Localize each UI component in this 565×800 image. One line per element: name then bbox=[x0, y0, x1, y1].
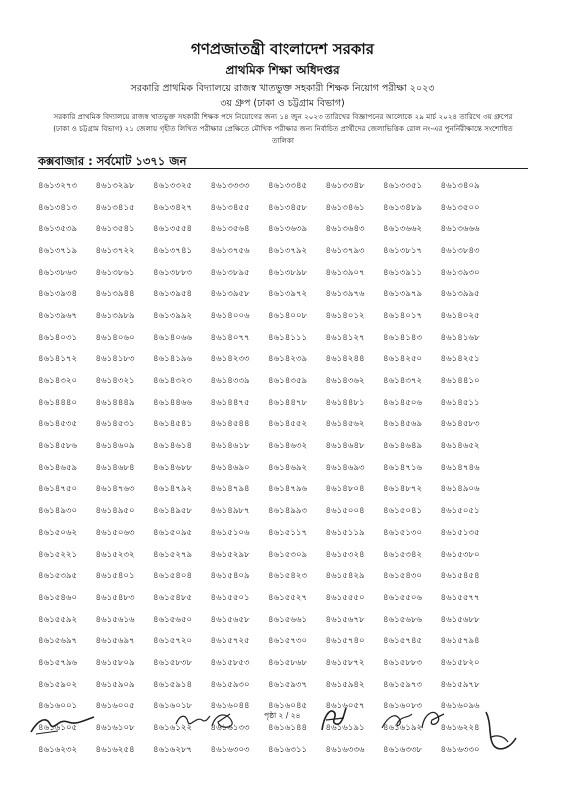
roll-row bbox=[38, 587, 528, 609]
roll-number: ৪৬১৫৮০৯ bbox=[95, 656, 135, 667]
roll-row bbox=[38, 370, 528, 392]
roll-number: ৪৬১৫৮৮৩ bbox=[383, 656, 423, 667]
roll-row bbox=[38, 327, 528, 349]
roll-number: ৪৬১৪৭৫০ bbox=[38, 483, 78, 494]
roll-number: ৪৬১৪৮০৪ bbox=[325, 483, 365, 494]
roll-number: ৪৬১৫৬১৬ bbox=[95, 613, 135, 624]
roll-number: ৪৬১৪৬৯২ bbox=[268, 461, 308, 472]
roll-number: ৪৬১৩৮৪৩ bbox=[440, 244, 480, 255]
roll-number: ৪৬১৩৩৫১ bbox=[383, 179, 423, 190]
roll-number: ৪৬১৪৫৬২ bbox=[325, 418, 365, 429]
roll-number: ৪৬১৫৫৫০ bbox=[325, 591, 365, 602]
roll-row bbox=[38, 500, 528, 522]
roll-number: ৪৬১৩৪০৯ bbox=[440, 179, 480, 190]
roll-number: ৪৬১৩৮৬১ bbox=[95, 266, 135, 277]
roll-number: ৪৬১৫০৫১ bbox=[440, 505, 480, 516]
roll-number: ৪৬১৪০০৮ bbox=[268, 309, 308, 320]
roll-number: ৪৬১৫৪০৪ bbox=[153, 570, 193, 581]
roll-number: ৪৬১৫২৯৮ bbox=[210, 548, 250, 559]
roll-number: ৪৬১৪৫৪১ bbox=[153, 418, 193, 429]
roll-number: ৪৬১৪৬১৮ bbox=[210, 440, 250, 451]
roll-number: ৪৬১৪৩২৩ bbox=[153, 375, 193, 386]
roll-number: ৪৬১৬১৩৩ bbox=[210, 722, 250, 733]
roll-number: ৪৬১৫৭৯৪ bbox=[440, 635, 480, 646]
roll-number: ৪৬১৪৯৫০ bbox=[95, 505, 135, 516]
roll-number: ৪৬১৪১৭২ bbox=[38, 353, 78, 364]
roll-number: ৪৬১৩৮১৭ bbox=[383, 244, 423, 255]
roll-number: ৪৬১৪৫৬৯ bbox=[383, 418, 423, 429]
roll-number: ৪৬১৬২২৪ bbox=[440, 722, 480, 733]
roll-row bbox=[38, 197, 528, 219]
roll-number: ৪৬১৪০০৬ bbox=[210, 309, 250, 320]
roll-number: ৪৬১৪১৪৩ bbox=[383, 331, 423, 342]
department-title: প্রাথমিক শিক্ষা অধিদপ্তর bbox=[225, 63, 340, 77]
heading-divider bbox=[38, 168, 528, 169]
roll-number: ৪৬১৫৬৫০ bbox=[153, 613, 193, 624]
roll-number: ৪৬১৩৮৮৩ bbox=[153, 266, 193, 277]
roll-row bbox=[38, 609, 528, 631]
roll-number: ৪৬১৬৩৩৬ bbox=[325, 743, 365, 754]
roll-number: ৪৬১৩৯৭৯ bbox=[383, 288, 423, 299]
roll-number: ৪৬১৫০৯৫ bbox=[153, 526, 193, 537]
roll-number: ৪৬১৪৪৭৮ bbox=[268, 396, 308, 407]
roll-number: ৪৬১৫৩৪২ bbox=[383, 548, 423, 559]
roll-number: ৪৬১৫০৬৩ bbox=[95, 526, 135, 537]
roll-number: ৪৬১৫৪২৯ bbox=[325, 570, 365, 581]
roll-number: ৪৬১৫১১৯ bbox=[325, 526, 365, 537]
roll-number: ৪৬১৬১০৮ bbox=[95, 722, 135, 733]
roll-number-grid bbox=[38, 175, 528, 761]
roll-number: ৪৬১৫৪৬০ bbox=[38, 591, 78, 602]
signature-6 bbox=[418, 706, 448, 734]
roll-number: ৪৬১৪৩৭২ bbox=[383, 375, 423, 386]
roll-number: ৪৬১৪৯৮৭ bbox=[210, 505, 250, 516]
roll-number: ৪৬১৪৫৮৩ bbox=[440, 418, 480, 429]
roll-number: ৪৬১৪০১৭ bbox=[383, 309, 423, 320]
roll-row bbox=[38, 457, 528, 479]
roll-number: ৪৬১৪৩৩৯ bbox=[210, 375, 250, 386]
roll-number: ৪৬১৫৬৯৭ bbox=[95, 635, 135, 646]
roll-row bbox=[38, 565, 528, 587]
roll-number: ৪৬১৪৬৮৪ bbox=[95, 461, 135, 472]
roll-number: ৪৬১৪৭১৬ bbox=[383, 461, 423, 472]
roll-row bbox=[38, 175, 528, 197]
roll-number: ৪৬১৬১৯১ bbox=[325, 722, 365, 733]
roll-number: ৪৬১৫৪৩০ bbox=[383, 570, 423, 581]
roll-number: ৪৬১৪৪৮১ bbox=[325, 396, 365, 407]
roll-number: ৪৬১৪৪৭৫ bbox=[210, 396, 250, 407]
district-heading: কক্সবাজার : সর্বমোট ১৩৭১ জন bbox=[38, 154, 187, 168]
roll-number: ৪৬১৪২৩৩ bbox=[210, 353, 250, 364]
roll-number: ৪৬১৩৯১১ bbox=[383, 266, 423, 277]
roll-number: ৪৬১৬৩১১ bbox=[268, 743, 308, 754]
roll-number: ৪৬১৬০৪৫ bbox=[268, 700, 308, 711]
roll-number: ৪৬১৫৫২৭ bbox=[268, 591, 308, 602]
roll-number: ৪৬১৬০০১ bbox=[38, 700, 78, 711]
roll-number: ৪৬১৩৪২৭ bbox=[153, 201, 193, 212]
roll-number: ৪৬১৬০৯৬ bbox=[440, 700, 480, 711]
roll-number: ৪৬১৪৮৭২ bbox=[383, 483, 423, 494]
roll-number: ৪৬১৩৩৩৩ bbox=[210, 179, 250, 190]
roll-number: ৪৬১৫৫৭৭ bbox=[440, 591, 480, 602]
roll-number: ৪৬১৩৪১৩ bbox=[38, 201, 78, 212]
roll-number: ৪৬১৫৭৪৫ bbox=[383, 635, 423, 646]
roll-number: ৪৬১৬২৩২ bbox=[38, 743, 78, 754]
roll-number: ৪৬১৩৯৭২ bbox=[268, 288, 308, 299]
roll-number: ৪৬১৫৯০২ bbox=[38, 678, 78, 689]
roll-number: ৪৬১৫৪৮৫ bbox=[153, 591, 193, 602]
roll-number: ৪৬১৬১৪৪ bbox=[268, 722, 308, 733]
roll-number: ৪৬১৫৮৫৩ bbox=[210, 656, 250, 667]
roll-number: ৪৬১৩৭৯২ bbox=[268, 244, 308, 255]
roll-number: ৪৬১৪৫১১ bbox=[440, 396, 480, 407]
roll-number: ৪৬১৪০২৫ bbox=[440, 309, 480, 320]
roll-row bbox=[38, 349, 528, 371]
roll-number: ৪৬১৫৮৩৮ bbox=[153, 656, 193, 667]
roll-number: ৪৬১৫৪৫৪ bbox=[440, 570, 480, 581]
roll-number: ৪৬১৪২৫০ bbox=[383, 353, 423, 364]
roll-number: ৪৬১৪৬৫২ bbox=[440, 440, 480, 451]
roll-number: ৪৬১৫৪২৩ bbox=[268, 570, 308, 581]
roll-number: ৪৬১৫০৬২ bbox=[38, 526, 78, 537]
roll-number: ৪৬১৩৪৮৯ bbox=[383, 201, 423, 212]
roll-number: ৪৬১৪৬৮৮ bbox=[153, 461, 193, 472]
roll-number: ৪৬১৪৪৪৯ bbox=[95, 396, 135, 407]
roll-row bbox=[38, 522, 528, 544]
roll-number: ৪৬১৪৬৪৮ bbox=[325, 440, 365, 451]
roll-number: ৪৬১৩৬৩৯ bbox=[268, 223, 308, 234]
roll-number: ৪৬১৩৩৪৮ bbox=[325, 179, 365, 190]
roll-number: ৪৬১৪৯৫৮ bbox=[153, 505, 193, 516]
roll-number: ৪৬১৩৬৪৩ bbox=[325, 223, 365, 234]
roll-number: ৪৬১৪৭৯৪ bbox=[210, 483, 250, 494]
signature-4 bbox=[316, 704, 350, 734]
roll-number: ৪৬১৫১৩০ bbox=[383, 526, 423, 537]
roll-number: ৪৬১৫৭৩০ bbox=[268, 635, 308, 646]
roll-number: ৪৬১৪০১২ bbox=[325, 309, 365, 320]
roll-number: ৪৬১৪৫৪৪ bbox=[210, 418, 250, 429]
roll-number: ৪৬১৫৬৮৮ bbox=[440, 613, 480, 624]
roll-number: ৪৬১৩৯৯৫ bbox=[440, 288, 480, 299]
roll-number: ৪৬১৫৩২৪ bbox=[325, 548, 365, 559]
roll-number: ৪৬১৬২৮৭ bbox=[153, 743, 193, 754]
roll-number: ৪৬১৬০৮৩ bbox=[383, 700, 423, 711]
roll-number: ৪৬১৪৫৩১ bbox=[95, 418, 135, 429]
roll-number: ৪৬১৪১৮৩ bbox=[95, 353, 135, 364]
signature-7 bbox=[478, 708, 524, 754]
roll-number: ৪৬১৪৭৪৬ bbox=[440, 461, 480, 472]
roll-number: ৪৬১৪৬৫৯ bbox=[38, 461, 78, 472]
roll-number: ৪৬১৪৩২১ bbox=[95, 375, 135, 386]
roll-number: ৪৬১৫৯৭৮ bbox=[440, 678, 480, 689]
roll-number: ৪৬১৫২৩২ bbox=[95, 548, 135, 559]
roll-number: ৪৬১৩৭২২ bbox=[95, 244, 135, 255]
roll-number: ৪৬১৪০৭৭ bbox=[210, 331, 250, 342]
roll-number: ৪৬১৫৩৮০ bbox=[440, 548, 480, 559]
roll-number: ৪৬১৩৫৩৯ bbox=[38, 223, 78, 234]
roll-number: ৪৬১৩৮৬৩ bbox=[38, 266, 78, 277]
roll-row bbox=[38, 262, 528, 284]
roll-number: ৪৬১৫৯৪২ bbox=[325, 678, 365, 689]
roll-number: ৪৬১৪৭৬৩ bbox=[95, 483, 135, 494]
roll-row bbox=[38, 414, 528, 436]
roll-number: ৪৬১৫৯০৯ bbox=[95, 678, 135, 689]
roll-number: ৪৬১৬০১৮ bbox=[153, 700, 193, 711]
roll-number: ৪৬১৬০৫৭ bbox=[325, 700, 365, 711]
roll-row bbox=[38, 305, 528, 327]
roll-number: ৪৬১৫৪০১ bbox=[95, 570, 135, 581]
roll-number: ৪৬১৪০৬৬ bbox=[153, 331, 193, 342]
roll-number: ৪৬১৩৯৩০ bbox=[440, 266, 480, 277]
roll-number: ৪৬১৩৮৯৫ bbox=[210, 266, 250, 277]
roll-number: ৪৬১৬২৫৪ bbox=[95, 743, 135, 754]
roll-number: ৪৬১৩৯৯২ bbox=[153, 309, 193, 320]
roll-number: ৪৬১৫৩০৯ bbox=[268, 548, 308, 559]
roll-number: ৪৬১৫৪০৯ bbox=[210, 570, 250, 581]
roll-row bbox=[38, 652, 528, 674]
roll-row bbox=[38, 283, 528, 305]
roll-row bbox=[38, 479, 528, 501]
roll-number: ৪৬১৪৬১৪ bbox=[153, 440, 193, 451]
roll-number: ৪৬১৪৩৬২ bbox=[325, 375, 365, 386]
roll-number: ৪৬১৬১২২ bbox=[153, 722, 193, 733]
roll-number: ৪৬১৫৯১৪ bbox=[153, 678, 193, 689]
roll-number: ৪৬১৩৮৯৮ bbox=[268, 266, 308, 277]
roll-number: ৪৬১৬১০৫ bbox=[38, 722, 78, 733]
roll-number: ৪৬১৪৬৯৩ bbox=[325, 461, 365, 472]
roll-number: ৪৬১৬৩০৩ bbox=[210, 743, 250, 754]
roll-number: ৪৬১৪১১১ bbox=[268, 331, 308, 342]
roll-number: ৪৬১৩৩২৫ bbox=[153, 179, 193, 190]
roll-row bbox=[38, 435, 528, 457]
roll-row bbox=[38, 630, 528, 652]
roll-number: ৪৬১৩৭৯৩ bbox=[325, 244, 365, 255]
signature-5 bbox=[378, 710, 414, 734]
roll-number: ৪৬১৪৯৩০ bbox=[38, 505, 78, 516]
roll-number: ৪৬১৫০৪১ bbox=[383, 505, 423, 516]
roll-number: ৪৬১৪০৬০ bbox=[95, 331, 135, 342]
roll-number: ৪৬১৪৩৫৯ bbox=[268, 375, 308, 386]
government-title: গণপ্রজাতন্ত্রী বাংলাদেশ সরকার bbox=[191, 40, 374, 58]
roll-row bbox=[38, 392, 528, 414]
roll-number: ৪৬১৬৩৩০ bbox=[440, 743, 480, 754]
roll-number: ৪৬১৩৯০৭ bbox=[325, 266, 365, 277]
roll-number: ৪৬১৪৯০৬ bbox=[440, 483, 480, 494]
roll-number: ৪৬১৩৪৫৫ bbox=[210, 201, 250, 212]
roll-number: ৪৬১৫৮৭২ bbox=[325, 656, 365, 667]
roll-number: ৪৬১৫২২১ bbox=[38, 548, 78, 559]
roll-number: ৪৬১৪১৬৮ bbox=[440, 331, 480, 342]
roll-number: ৪৬১৫৭৪০ bbox=[325, 635, 365, 646]
roll-number: ৪৬১৪৭৯২ bbox=[153, 483, 193, 494]
roll-number: ৪৬১৩৯৫৪ bbox=[153, 288, 193, 299]
roll-number: ৪৬১৫১০৬ bbox=[210, 526, 250, 537]
roll-number: ৪৬১৪৬৯০ bbox=[210, 461, 250, 472]
roll-number: ৪৬১৫৬৮৬ bbox=[383, 613, 423, 624]
roll-number: ৪৬১৩৫৬৪ bbox=[210, 223, 250, 234]
roll-number: ৪৬১৩৯৩৪ bbox=[38, 288, 78, 299]
page-number: পৃষ্ঠা ২ / ২৪ bbox=[264, 711, 301, 720]
roll-number: ৪৬১৩৫৪১ bbox=[95, 223, 135, 234]
signature-1 bbox=[28, 712, 98, 738]
roll-number: ৪৬১৬০৪৪ bbox=[210, 700, 250, 711]
roll-number: ৪৬১৩৪৫৮ bbox=[268, 201, 308, 212]
roll-number: ৪৬১৩৩৪৫ bbox=[268, 179, 308, 190]
roll-number: ৪৬১৫৫০১ bbox=[210, 591, 250, 602]
roll-number: ৪৬১৪১২৭ bbox=[325, 331, 365, 342]
roll-number: ৪৬১৫৫৯২ bbox=[38, 613, 78, 624]
roll-number: ৪৬১৪২৫১ bbox=[440, 353, 480, 364]
roll-number: ৪৬১৫৯৩৭ bbox=[268, 678, 308, 689]
roll-number: ৪৬১৪৭৯৬ bbox=[268, 483, 308, 494]
roll-number: ৪৬১৫৬৭৮ bbox=[325, 613, 365, 624]
roll-number: ৪৬১৩৫০০ bbox=[440, 201, 480, 212]
roll-number: ৪৬১৩৯৪৪ bbox=[95, 288, 135, 299]
roll-number: ৪৬১৪৬৪৯ bbox=[383, 440, 423, 451]
roll-number: ৪৬১৪৬৩২ bbox=[268, 440, 308, 451]
roll-number: ৪৬১৩৯৬৭ bbox=[38, 309, 78, 320]
roll-number: ৪৬১৪৪১০ bbox=[440, 375, 480, 386]
roll-row bbox=[38, 218, 528, 240]
roll-number: ৪৬১৫৫০৬ bbox=[383, 591, 423, 602]
roll-number: ৪৬১৩৪১৫ bbox=[95, 201, 135, 212]
roll-number: ৪৬১৫৭২৫ bbox=[210, 635, 250, 646]
roll-number: ৪৬১৩৭১৯ bbox=[38, 244, 78, 255]
roll-number: ৪৬১৪৫৫২ bbox=[268, 418, 308, 429]
roll-number: ৪৬১৩৭৫৬ bbox=[210, 244, 250, 255]
roll-number: ৪৬১৩৯৭৬ bbox=[325, 288, 365, 299]
roll-number: ৪৬১৩৬৬২ bbox=[383, 223, 423, 234]
roll-number: ৪৬১৪৪৪০ bbox=[38, 396, 78, 407]
roll-number: ৪৬১৫৩৯৫ bbox=[38, 570, 78, 581]
roll-number: ৪৬১৫৯৩০ bbox=[210, 678, 250, 689]
group-subtitle: ৩য় গ্রুপ (ঢাকা ও চট্টগ্রাম বিভাগ) bbox=[220, 98, 345, 109]
roll-row bbox=[38, 240, 528, 262]
signature-3 bbox=[208, 708, 238, 734]
roll-number: ৪৬১৩৪৬১ bbox=[325, 201, 365, 212]
notice-paragraph: সরকারি প্রাথমিক বিদ্যালয়ে রাজস্ব খাতভুক্ত সহকারী শিক্ষক পদে নিয়োগের জন্য ১৪ জুন ২০২৩ তারিখের বিজ্ঞাপনের আলোকে ২৯ মার্চ ২০২৪ তারিখে ৩য় গ্রুপের (ঢাকা ও চট্টগ্রাম বিভাগ) ২১ জেলায় গৃহীত লিখিত পরীক্ষার প্রেক্ষিতে মৌখিক পরীক্ষার জন্য নির্বাচিত প্রার্থীদের জেলাভিত্তিক রোল নং-এর পুনর্নিরীক্ষান্তে সংশোধিত তালিকা bbox=[53, 112, 513, 145]
roll-number: ৪৬১৪৩২০ bbox=[38, 375, 78, 386]
roll-number: ৪৬১৪৫৩৫ bbox=[38, 418, 78, 429]
roll-number: ৪৬১৫২৭৯ bbox=[153, 548, 193, 559]
roll-number: ৪৬১৪৬০৯ bbox=[95, 440, 135, 451]
roll-number: ৪৬১৫৭২০ bbox=[153, 635, 193, 646]
roll-number: ৪৬১৬৩৩৮ bbox=[383, 743, 423, 754]
roll-number: ৪৬১৪৯৯৩ bbox=[268, 505, 308, 516]
roll-number: ৪৬১৫৮৬৮ bbox=[268, 656, 308, 667]
roll-number: ৪৬১৩৯৮৯ bbox=[95, 309, 135, 320]
roll-number: ৪৬১৫৬৫৮ bbox=[210, 613, 250, 624]
roll-number: ৪৬১৪২৪৪ bbox=[325, 353, 365, 364]
roll-number: ৪৬১৩৭৪১ bbox=[153, 244, 193, 255]
roll-row bbox=[38, 674, 528, 696]
roll-number: ৪৬১৩৬৬৬ bbox=[440, 223, 480, 234]
roll-number: ৪৬১৪৪৬৬ bbox=[153, 396, 193, 407]
roll-number: ৪৬১৩৫৫৪ bbox=[153, 223, 193, 234]
roll-number: ৪৬১৩২৭৩ bbox=[38, 179, 78, 190]
signature-2 bbox=[172, 710, 212, 732]
roll-number: ৪৬১৫৯৭৩ bbox=[383, 678, 423, 689]
roll-number: ৪৬১৪৫৮৬ bbox=[38, 440, 78, 451]
roll-number: ৪৬১৫০০৪ bbox=[325, 505, 365, 516]
roll-number: ৪৬১৩২৯৮ bbox=[95, 179, 135, 190]
roll-number: ৪৬১৩৯৫৮ bbox=[210, 288, 250, 299]
roll-number: ৪৬১৫১১৭ bbox=[268, 526, 308, 537]
roll-number: ৪৬১৫৪৮৩ bbox=[95, 591, 135, 602]
roll-number: ৪৬১৫১৩৫ bbox=[440, 526, 480, 537]
roll-number: ৪৬১৬০০৫ bbox=[95, 700, 135, 711]
roll-number: ৪৬১৪৫০৬ bbox=[383, 396, 423, 407]
exam-title: সরকারি প্রাথমিক বিদ্যালয়ে রাজস্ব খাতভুক্ত সহকারী শিক্ষক নিয়োগ পরীক্ষা ২০২৩ bbox=[130, 83, 435, 94]
roll-number: ৪৬১৪০৩১ bbox=[38, 331, 78, 342]
roll-number: ৪৬১৬১৯২ bbox=[383, 722, 423, 733]
roll-number: ৪৬১৫৬৬১ bbox=[268, 613, 308, 624]
roll-number: ৪৬১৫৮২০ bbox=[440, 656, 480, 667]
roll-row bbox=[38, 544, 528, 566]
roll-number: ৪৬১৪১৯৬ bbox=[153, 353, 193, 364]
roll-number: ৪৬১৫৭৯৬ bbox=[38, 656, 78, 667]
roll-number: ৪৬১৪২৩৯ bbox=[268, 353, 308, 364]
roll-number: ৪৬১৫৬৯৭ bbox=[38, 635, 78, 646]
